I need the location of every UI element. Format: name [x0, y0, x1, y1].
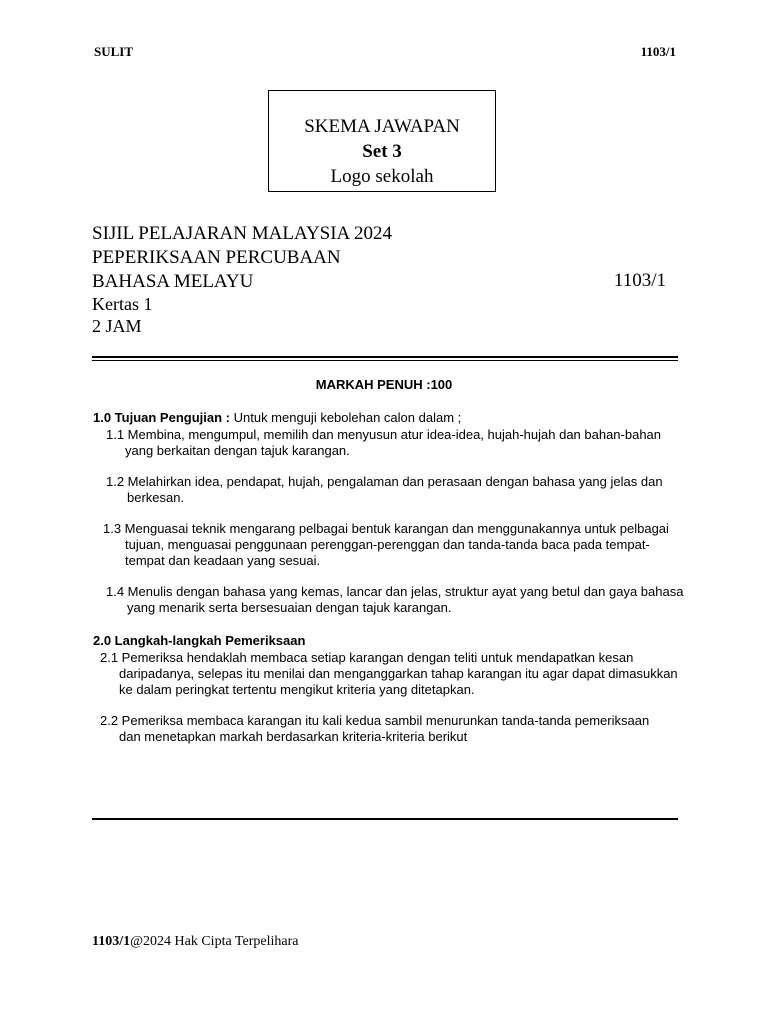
section1-heading: 1.0 Tujuan Pengujian : — [93, 410, 230, 425]
header-label-sulit: SULIT — [94, 44, 134, 59]
full-marks: MARKAH PENUH :100 — [315, 377, 453, 392]
title-box — [268, 90, 496, 192]
footer — [92, 934, 298, 950]
title-logo-placeholder: Logo sekolah — [330, 166, 434, 187]
item-1-3-line-3: tempat dan keadaan yang sesuai. — [125, 553, 321, 568]
item-2-1-line-3: ke dalam peringkat tertentu mengikut kriteria yang ditetapkan. — [119, 682, 475, 697]
divider-double-bottom — [92, 360, 678, 361]
title-set: Set 3 — [362, 141, 402, 162]
item-1-4-line-2: yang menarik serta bersesuaian dengan tajuk karangan. — [127, 600, 452, 615]
exam-subject-code: 1103/1 — [613, 270, 666, 291]
item-1-4-line-1: 1.4 Menulis dengan bahasa yang kemas, lancar dan jelas, struktur ayat yang betul dan gaya bahasa — [106, 584, 684, 599]
item-2-1-line-2: daripadanya, selepas itu menilai dan menganggarkan tahap karangan itu agar dapat dimasukkan — [119, 666, 678, 681]
item-1-2-line-2: berkesan. — [127, 490, 185, 505]
item-2-1-line-1: 2.1 Pemeriksa hendaklah membaca setiap karangan dengan teliti untuk mendapatkan kesan — [100, 650, 634, 665]
divider-double-top — [92, 356, 678, 358]
section1-intro: Untuk menguji kebolehan calon dalam ; — [230, 410, 462, 425]
exam-type: PEPERIKSAAN PERCUBAAN — [92, 247, 341, 268]
divider-bottom — [92, 818, 678, 820]
item-1-3-line-1: 1.3 Menguasai teknik mengarang pelbagai bentuk karangan dan menggunakannya untuk pelbagai — [103, 521, 669, 536]
exam-duration: 2 JAM — [92, 316, 142, 336]
item-1-1-line-1: 1.1 Membina, mengumpul, memilih dan menyusun atur idea-idea, hujah-hujah dan bahan-bahan — [106, 427, 662, 442]
title-skema-jawapan: SKEMA JAWAPAN — [304, 116, 460, 137]
footer-code: 1103/1 — [92, 934, 131, 949]
section1-heading-line — [93, 410, 461, 426]
exam-title: SIJIL PELAJARAN MALAYSIA 2024 — [92, 223, 392, 244]
footer-copyright: @2024 Hak Cipta Terpelihara — [130, 934, 299, 949]
exam-paper: Kertas 1 — [92, 294, 153, 314]
section2-heading: 2.0 Langkah-langkah Pemeriksaan — [93, 633, 306, 648]
item-2-2-line-1: 2.2 Pemeriksa membaca karangan itu kali kedua sambil menurunkan tanda-tanda pemeriksaan — [100, 713, 650, 728]
item-2-2-line-2: dan menetapkan markah berdasarkan kriteria-kriteria berikut — [119, 729, 468, 744]
exam-subject: BAHASA MELAYU — [92, 271, 254, 292]
item-1-1-line-2: yang berkaitan dengan tajuk karangan. — [125, 443, 350, 458]
item-1-2-line-1: 1.2 Melahirkan idea, pendapat, hujah, pengalaman dan perasaan dengan bahasa yang jelas dan — [106, 474, 663, 489]
item-1-3-line-2: tujuan, menguasai penggunaan perenggan-perenggan dan tanda-tanda baca pada tempat- — [125, 537, 650, 552]
header-paper-code: 1103/1 — [640, 44, 676, 59]
